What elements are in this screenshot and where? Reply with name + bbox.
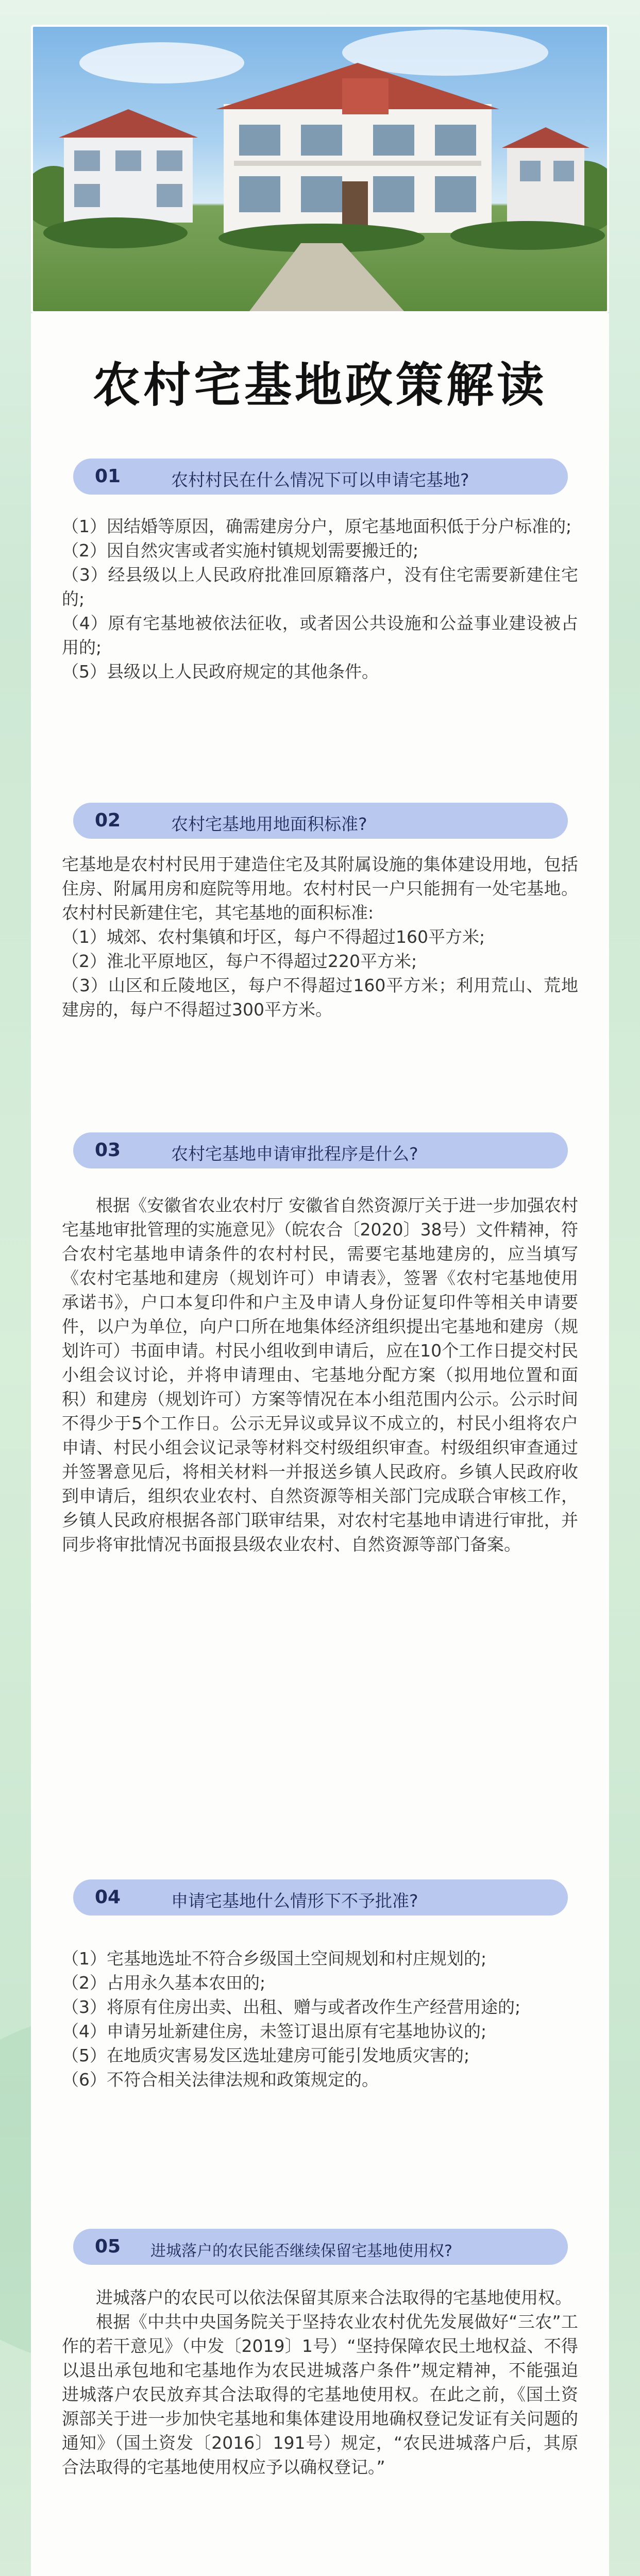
answer-paragraph: （1）因结婚等原因，确需建房分户，原宅基地面积低于分户标准的; (62, 516, 572, 536)
answer-paragraph: （6）不符合相关法律法规和政策规定的。 (62, 2070, 379, 2090)
question-text: 农村村民在什么情况下可以申请宅基地? (171, 470, 469, 490)
answer-paragraph: （5）在地质灾害易发区选址建房可能引发地质灾害的; (62, 2045, 470, 2065)
section-04 (62, 1879, 578, 2092)
question-number: 05 (95, 2236, 121, 2257)
answer-paragraph: （1）宅基地选址不符合乡级国土空间规划和村庄规划的; (62, 1948, 487, 1969)
question-number: 01 (95, 466, 121, 487)
answer-paragraph: （3）山区和丘陵地区，每户不得超过160平方米；利用荒山、荒地建房的，每户不得超过300平方米。 (62, 975, 578, 1020)
section-01 (62, 459, 578, 684)
answer-text (62, 852, 578, 1022)
answer-paragraph: （1）城郊、农村集镇和圩区，每户不得超过160平方米; (62, 927, 485, 947)
answer-paragraph: （3）将原有住房出卖、出租、赠与或者改作生产经营用途的; (62, 1997, 521, 2017)
question-text: 农村宅基地申请审批程序是什么? (171, 1144, 418, 1164)
question-number: 02 (95, 810, 121, 831)
answer-paragraph: （5）县级以上人民政府规定的其他条件。 (62, 662, 379, 682)
answer-text (62, 1946, 578, 2092)
answer-paragraph: （2）因自然灾害或者实施村镇规划需要搬迁的; (62, 540, 419, 561)
answer-paragraph: 根据《中共中央国务院关于坚持农业农村优先发展做好“三农”工作的若干意见》（中发〔2019〕1号）“坚持保障农民土地权益、不得以退出承包地和宅基地作为农民进城落户条件”规定精神，不能强迫进城落户农民放弃其合法取得的宅基地使用权。在此之前，《国土资源部关于进一步加快宅基地和集体建设用地确权登记发证有关问题的通知》（国土资发〔2016〕191号）规定，“农民进城落户后，其原合法取得的宅基地使用权应予以确权登记。” (62, 2312, 578, 2477)
answer-text (62, 514, 578, 684)
question-banner (73, 1879, 568, 1916)
section-05 (62, 2229, 578, 2479)
question-text: 申请宅基地什么情形下不予批准? (171, 1891, 418, 1911)
answer-paragraph: 进城落户的农民可以依法保留其原来合法取得的宅基地使用权。 (96, 2287, 572, 2308)
question-number: 03 (95, 1140, 121, 1161)
answer-paragraph: （3）经县级以上人民政府批准回原籍落户，没有住宅需要新建住宅的; (62, 565, 578, 609)
hero-image-village-houses (31, 25, 609, 313)
content-panel (31, 313, 609, 2576)
section-03 (62, 1132, 578, 1556)
question-number: 04 (95, 1887, 121, 1908)
question-banner (73, 803, 568, 839)
answer-text (62, 2285, 578, 2479)
question-text: 进城落户的农民能否继续保留宅基地使用权? (150, 2242, 452, 2260)
page-title: 农村宅基地政策解读 (92, 357, 547, 413)
answer-paragraph: 根据《安徽省农业农村厅 安徽省自然资源厅关于进一步加强农村宅基地审批管理的实施意见》（皖农合〔2020〕38号）文件精神，符合农村宅基地申请条件的农村村民，需要宅基地建房的，应当填写《农村宅基地和建房（规划许可）申请表》，签署《农村宅基地使用承诺书》，户口本复印件和户主及申请人身份证复印件等相关申请要件，以户为单位，向户口所在地集体经济组织提出宅基地和建房（规划许可）书面申请。村民小组收到申请后，应在10个工作日提交村民小组会议讨论，并将申请理由、宅基地分配方案（拟用地位置和面积）和建房（规划许可）方案等情况在本小组范围内公示。公示时间不得少于5个工作日。公示无异议或异议不成立的，村民小组将农户申请、村民小组会议记录等材料交村级组织审查。村级组织审查通过并签署意见后，将相关材料一并报送乡镇人民政府。乡镇人民政府收到申请后，组织农业农村、自然资源等相关部门完成联合审核工作，乡镇人民政府根据各部门联审结果，对农村宅基地申请进行审批，并同步将审批情况书面报县级农业农村、自然资源等部门备案。 (62, 1195, 578, 1554)
question-banner (73, 2229, 568, 2265)
answer-paragraph: （2）占用永久基本农田的; (62, 1973, 266, 1993)
question-banner (73, 459, 568, 495)
answer-paragraph: （4）原有宅基地被依法征收，或者因公共设施和公益事业建设被占用的; (62, 613, 578, 657)
answer-text (62, 1193, 578, 1556)
village-illustration (33, 27, 607, 311)
answer-paragraph: （2）淮北平原地区，每户不得超过220平方米; (62, 951, 417, 971)
question-banner (73, 1132, 568, 1168)
answer-paragraph: （4）申请另址新建住房，未签订退出原有宅基地协议的; (62, 2021, 487, 2041)
section-02 (62, 803, 578, 1022)
answer-paragraph: 宅基地是农村村民用于建造住宅及其附属设施的集体建设用地，包括住房、附属用房和庭院等用地。农村村民一户只能拥有一处宅基地。农村村民新建住宅，其宅基地的面积标准: (62, 854, 578, 923)
question-text: 农村宅基地用地面积标准? (171, 814, 367, 834)
